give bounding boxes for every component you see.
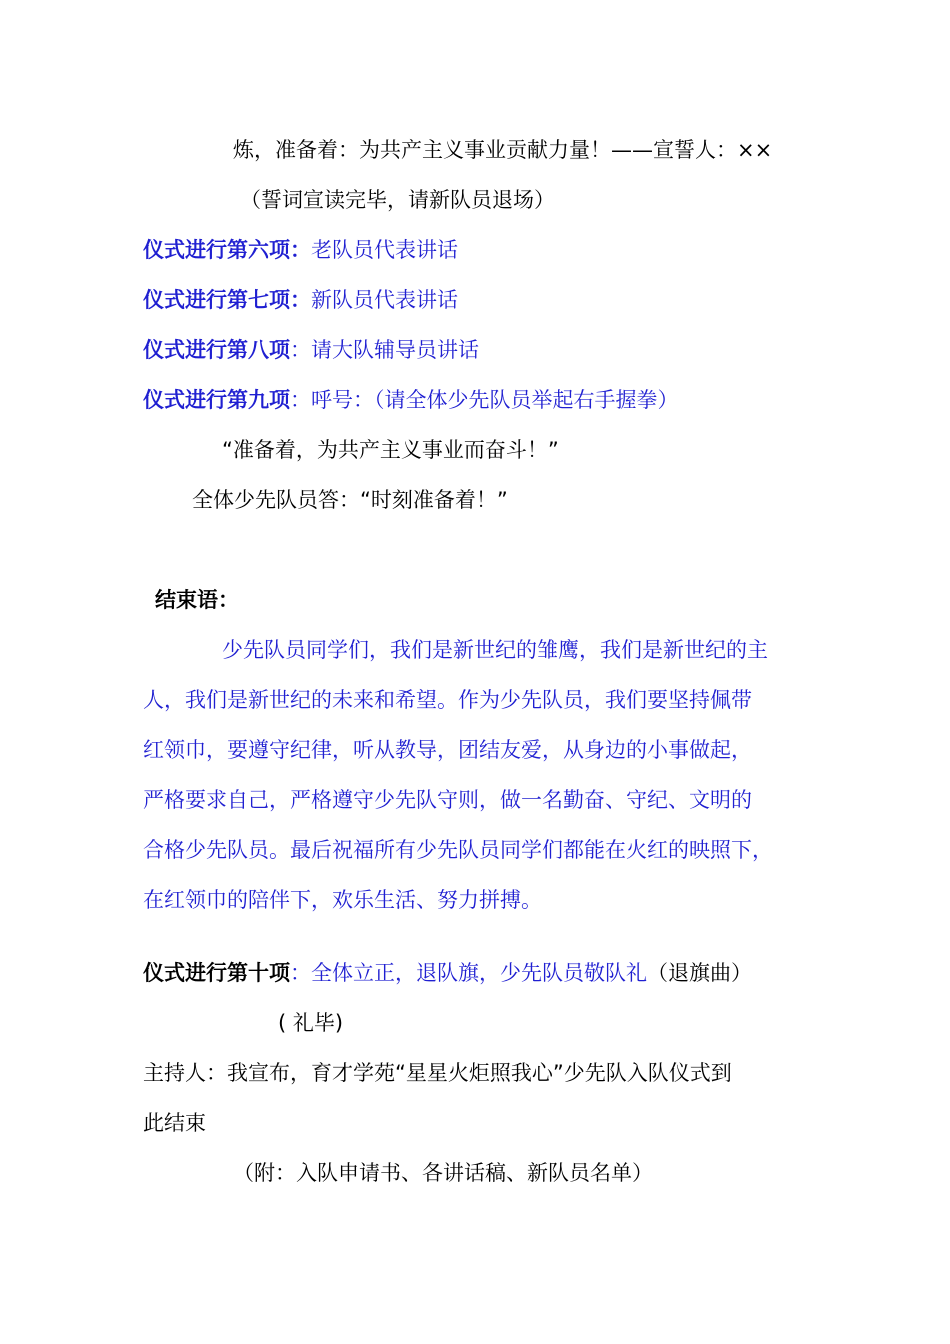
ceremony-item-6 [143, 235, 458, 265]
item-content: 老队员代表讲话 [311, 238, 458, 262]
oath-end-note: （誓词宣读完毕，请新队员退场） [240, 188, 555, 212]
closing-heading: 结束语： [155, 588, 239, 612]
closing-paragraph-line: 人，我们是新世纪的未来和希望。作为少先队员，我们要坚持佩带 [143, 688, 752, 712]
item-content: 请大队辅导员讲话 [311, 338, 479, 362]
ceremony-item-9 [143, 385, 679, 415]
slogan-answer: 全体少先队员答：“时刻准备着！” [192, 488, 508, 512]
slogan-call: “准备着，为共产主义事业而奋斗！” [222, 438, 559, 462]
ceremony-item-7 [143, 285, 458, 315]
closing-paragraph-line: 少先队员同学们，我们是新世纪的雏鹰，我们是新世纪的主 [222, 638, 768, 662]
ceremony-item-8 [143, 335, 479, 365]
item-label: 仪式进行第六项： [143, 238, 311, 262]
item-label: 仪式进行第七项： [143, 288, 311, 312]
appendix-note: （附：入队申请书、各讲话稿、新队员名单） [233, 1161, 653, 1185]
closing-paragraph-line: 严格要求自己，严格遵守少先队守则，做一名勤奋、守纪、文明的 [143, 788, 752, 812]
item-separator: ： [290, 388, 311, 412]
host-announcement-line: 此结束 [143, 1111, 206, 1135]
item-label: 仪式进行第八项 [143, 338, 290, 362]
item-content-music: （退旗曲） [647, 961, 752, 985]
item-label: 仪式进行第九项 [143, 388, 290, 412]
host-announcement-line: 主持人：我宣布，育才学苑“星星火炬照我心”少先队入队仪式到 [143, 1061, 732, 1085]
salute-note: ( 礼毕) [278, 1011, 344, 1035]
closing-paragraph-line: 红领巾，要遵守纪律，听从教导，团结友爱，从身边的小事做起， [143, 738, 752, 762]
closing-paragraph-line: 合格少先队员。最后祝福所有少先队员同学们都能在火红的映照下， [143, 838, 773, 862]
oath-end-text: 炼，准备着：为共产主义事业贡献力量！——宣誓人：×× [233, 138, 773, 162]
item-content: 新队员代表讲话 [311, 288, 458, 312]
closing-paragraph-line: 在红领巾的陪伴下，欢乐生活、努力拼搏。 [143, 888, 542, 912]
item-content: 呼号：（请全体少先队员举起右手握拳） [311, 388, 679, 412]
item-content: 全体立正，退队旗，少先队员敬队礼 [311, 961, 647, 985]
item-label: 仪式进行第十项 [143, 961, 290, 985]
item-separator: ： [290, 338, 311, 362]
ceremony-item-10 [143, 958, 752, 988]
item-separator: ： [290, 961, 311, 985]
